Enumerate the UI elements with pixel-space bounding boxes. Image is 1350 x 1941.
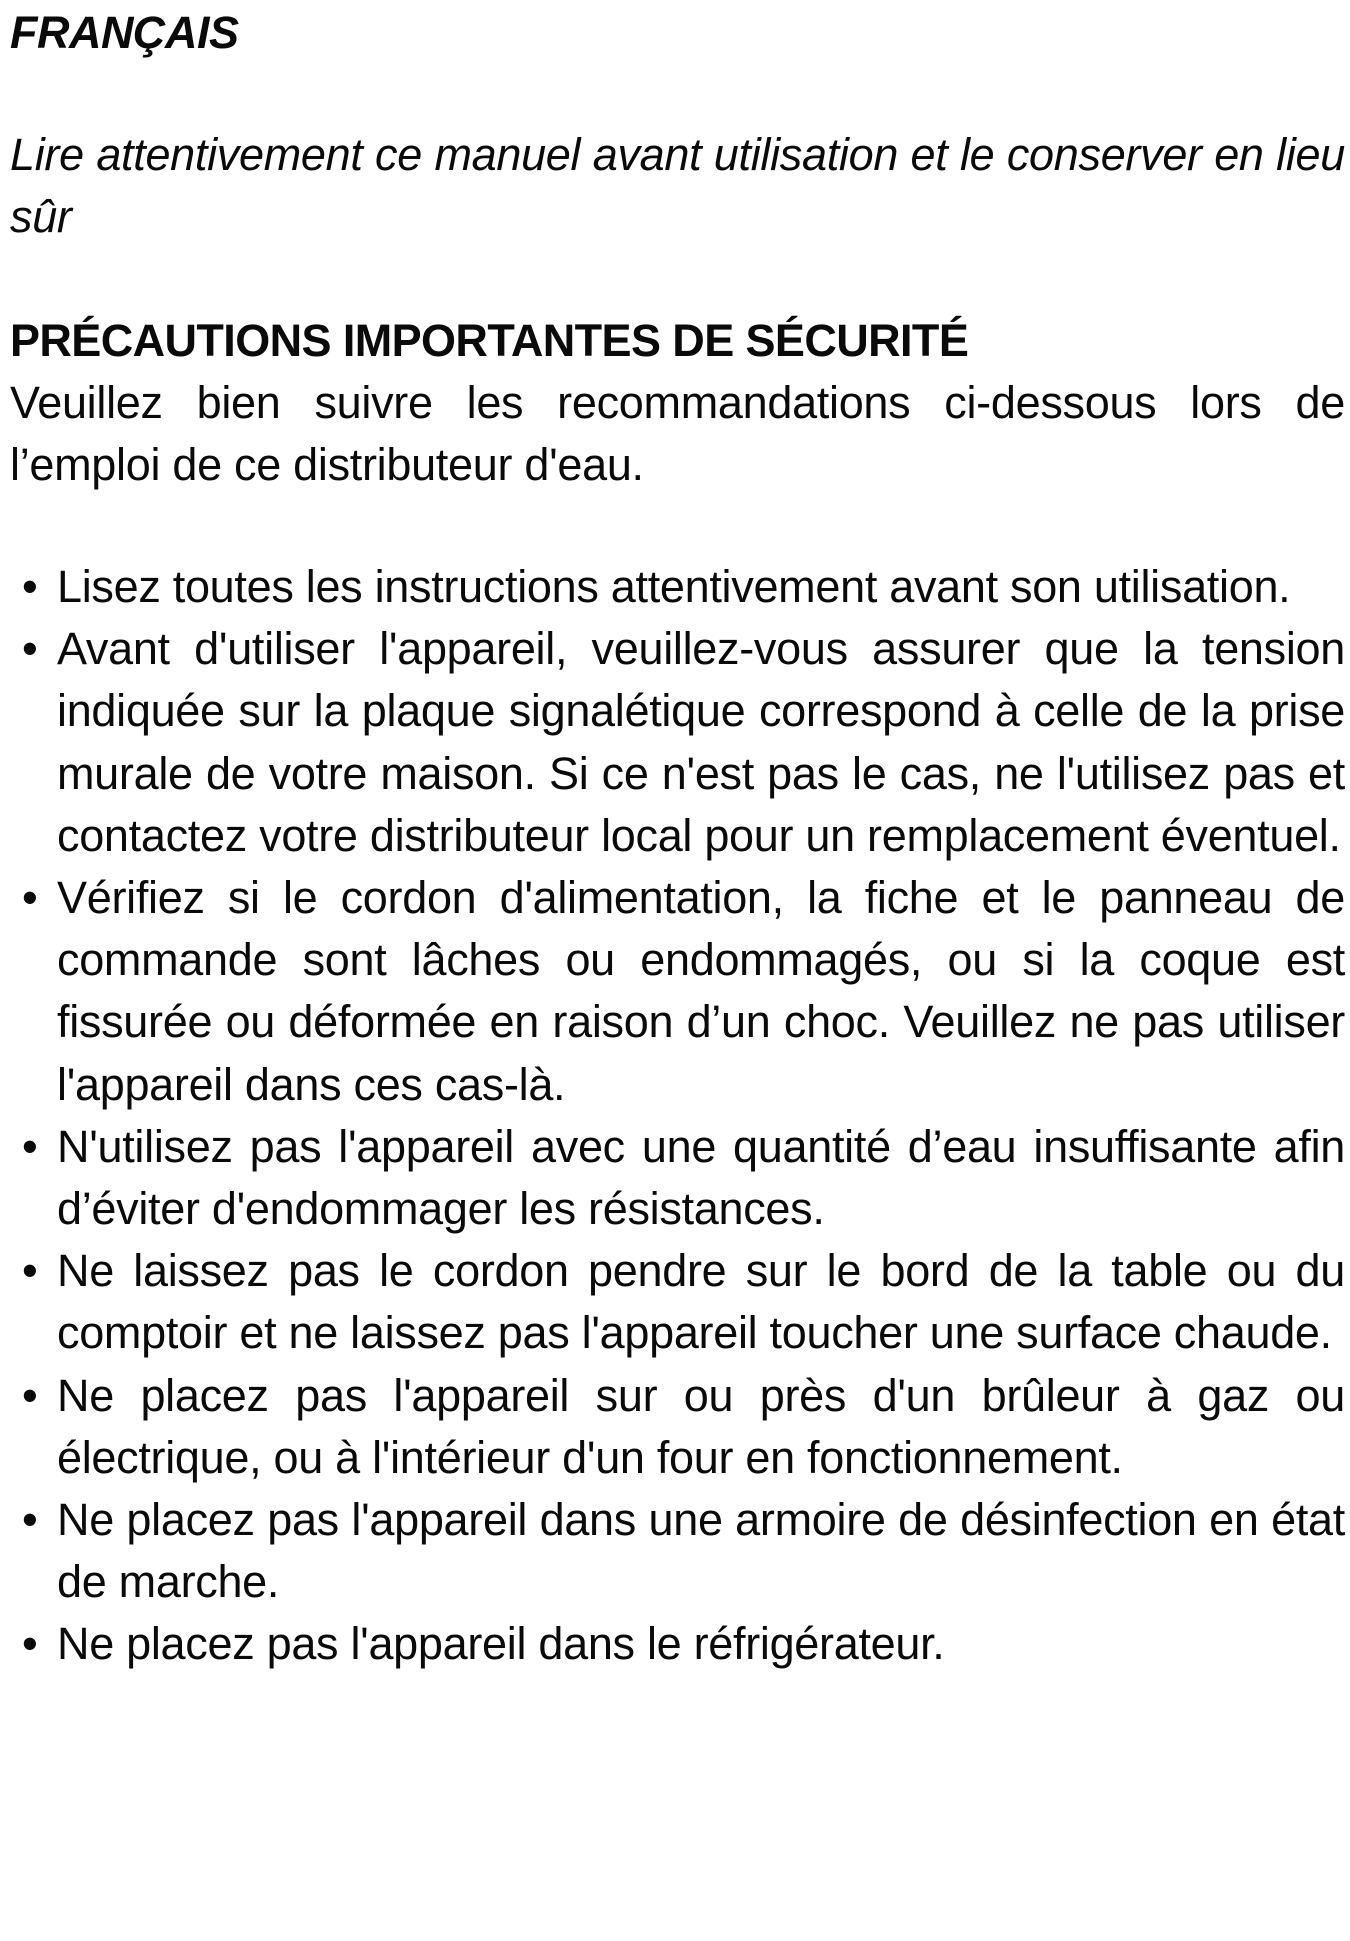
- safety-lead: Veuillez bien suivre les recommandations ci-dessous lors de l’emploi de ce distributeur d'eau.: [10, 377, 1345, 490]
- list-item: [10, 1116, 1345, 1240]
- list-item-text: Ne laissez pas le cordon pendre sur le bord de la table ou du comptoir et ne laissez pas l'appareil toucher une surface chaude.: [57, 1245, 1345, 1359]
- bullet-icon: •: [22, 623, 38, 675]
- bullet-icon: •: [22, 1120, 38, 1172]
- list-item-text: Lisez toutes les instructions attentivement avant son utilisation.: [57, 561, 1291, 612]
- intro-instruction: Lire attentivement ce manuel avant utilisation et le conserver en lieu sûr: [10, 129, 1345, 242]
- list-item-text: Vérifiez si le cordon d'alimentation, la fiche et le panneau de commande sont lâches ou endommagés, ou si la coque est fissurée ou déformée en raison d’un choc. Veuillez ne pas utiliser l'appareil dans ces cas-là.: [57, 872, 1345, 1110]
- language-label: FRANÇAIS: [10, 7, 239, 58]
- list-item-text: Ne placez pas l'appareil dans une armoire de désinfection en état de marche.: [57, 1494, 1345, 1608]
- bullet-icon: •: [22, 561, 38, 612]
- bullet-icon: •: [22, 1494, 38, 1546]
- bullet-icon: •: [22, 872, 38, 924]
- bullet-icon: •: [22, 1369, 38, 1421]
- list-item: [10, 1240, 1345, 1364]
- list-item: [10, 1613, 1345, 1675]
- list-item-text: N'utilisez pas l'appareil avec une quantité d’eau insuffisante afin d’éviter d'endommager les résistances.: [57, 1120, 1345, 1235]
- list-item: [10, 867, 1345, 1116]
- safety-heading: PRÉCAUTIONS IMPORTANTES DE SÉCURITÉ: [10, 315, 969, 366]
- list-item: [10, 1489, 1345, 1613]
- list-item: [10, 556, 1345, 618]
- safety-list: [10, 556, 1345, 1676]
- manual-page: [10, 0, 1345, 1676]
- list-item: [10, 1365, 1345, 1489]
- list-item-text: Ne placez pas l'appareil sur ou près d'un brûleur à gaz ou électrique, ou à l'intérieur d'un four en fonctionnement.: [57, 1369, 1345, 1483]
- list-item-text: Avant d'utiliser l'appareil, veuillez-vous assurer que la tension indiquée sur la plaque signalétique correspond à celle de la prise murale de votre maison. Si ce n'est pas le cas, ne l'utilisez pas et contactez votre distributeur local pour un remplacement éventuel.: [57, 623, 1345, 861]
- bullet-icon: •: [22, 1245, 38, 1297]
- list-item-text: Ne placez pas l'appareil dans le réfrigérateur.: [57, 1618, 945, 1670]
- list-item: [10, 618, 1345, 867]
- bullet-icon: •: [22, 1618, 38, 1670]
